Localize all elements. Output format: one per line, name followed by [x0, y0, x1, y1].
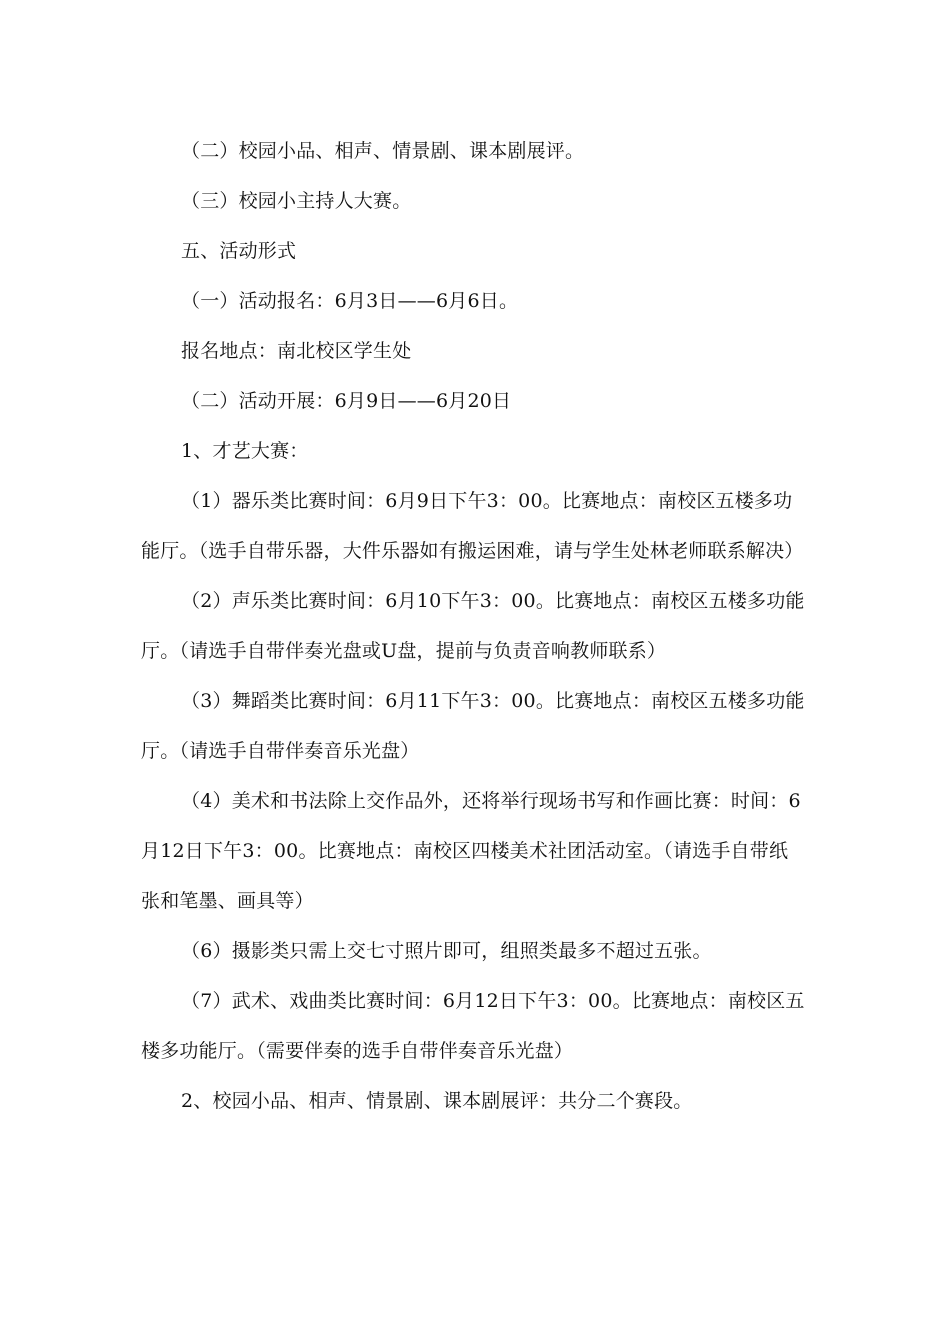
paragraph-activity-period: （二）活动开展：6月9日——6月20日 — [181, 390, 512, 412]
paragraph-registration-location: 报名地点：南北校区学生处 — [181, 340, 412, 362]
paragraph-art-calligraphy: （4）美术和书法除上交作品外，还将举行现场书写和作画比赛：时间：6月12日下午3：00。比赛地点：南校区四楼美术社团活动室。（请选手自带纸张和笔墨、画具等） — [141, 790, 801, 912]
heading-activity-format: 五、活动形式 — [181, 240, 297, 262]
paragraph-instrumental: （1）器乐类比赛时间：6月9日下午3：00。比赛地点：南校区五楼多功能厅。（选手自带乐器，大件乐器如有搬运困难，请与学生处林老师联系解决） — [141, 490, 804, 562]
paragraph-registration: （一）活动报名：6月3日——6月6日。 — [181, 290, 519, 312]
paragraph-photography: （6）摄影类只需上交七寸照片即可，组照类最多不超过五张。 — [181, 940, 712, 962]
paragraph-martial-opera: （7）武术、戏曲类比赛时间：6月12日下午3：00。比赛地点：南校区五楼多功能厅。（需要伴奏的选手自带伴奏音乐光盘） — [141, 990, 805, 1062]
paragraph-section-3: （三）校园小主持人大赛。 — [181, 190, 412, 212]
paragraph-dance: （3）舞蹈类比赛时间：6月11下午3：00。比赛地点：南校区五楼多功能厅。（请选手自带伴奏音乐光盘） — [141, 690, 805, 762]
paragraph-vocal: （2）声乐类比赛时间：6月10下午3：00。比赛地点：南校区五楼多功能厅。（请选手自带伴奏光盘或U盘，提前与负责音响教师联系） — [141, 590, 805, 662]
paragraph-skit-contest: 2、校园小品、相声、情景剧、课本剧展评：共分二个赛段。 — [181, 1090, 693, 1112]
document-body — [141, 126, 806, 1126]
paragraph-section-2: （二）校园小品、相声、情景剧、课本剧展评。 — [181, 140, 585, 162]
heading-talent-contest: 1、才艺大赛： — [181, 440, 309, 462]
